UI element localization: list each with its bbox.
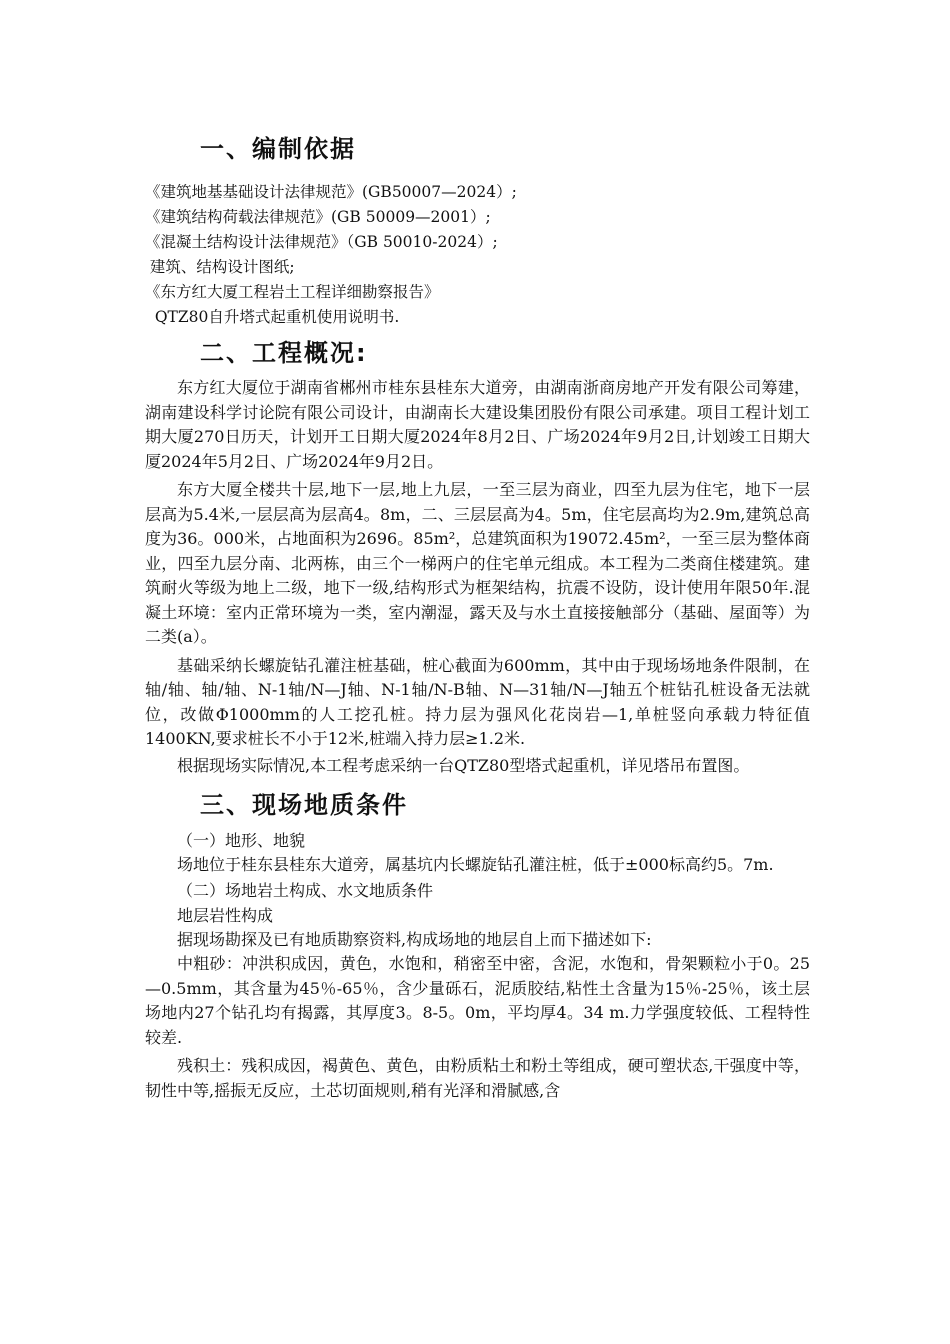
paragraph: 东方红大厦位于湖南省郴州市桂东县桂东大道旁，由湖南浙商房地产开发有限公司筹建，湖南建设科学讨论院有限公司设计，由湖南长大建设集团股份有限公司承建。项目工程计划工期大厦270日历天，计划开工日期大厦2024年8月2日、广场2024年9月2日,计划竣工日期大厦2024年5月2日、广场2024年9月2日。 — [145, 378, 810, 471]
section-3-title: 三、现场地质条件 — [200, 791, 408, 819]
subsection-heading: （一）地形、地貌 — [177, 831, 306, 850]
document-page — [145, 128, 810, 1103]
paragraph: 东方大厦全楼共十层,地下一层,地上九层，一至三层为商业，四至九层为住宅，地下一层层高为5.4米,一层层高为层高4。8m，二、三层层高为4。5m，住宅层高均为2.9m,建筑总高度为36。000米，占地面积为2696。85m²，总建筑面积为19072.45m²，一至三层为整体商业，四至九层分南、北两栋，由三个一梯两户的住宅单元组成。本工程为二类商住楼建筑。建筑耐火等级为地上二级，地下一级,结构形式为框架结构，抗震不设防，设计使用年限50年.混凝土环境：室内正常环境为一类，室内潮湿，露天及与水土直接接触部分（基础、屋面等）为二类(a）。 — [145, 480, 810, 646]
reference-item: 《建筑地基基础设计法律规范》(GB50007—2024）; — [145, 183, 517, 201]
reference-item: 《混凝土结构设计法律规范》（GB 50010-2024）; — [145, 233, 498, 251]
reference-item: QTZ80自升塔式起重机使用说明书. — [145, 308, 400, 326]
paragraph: 根据现场实际情况,本工程考虑采纳一台QTZ80型塔式起重机，详见塔吊布置图。 — [177, 755, 750, 775]
reference-item: 《建筑结构荷载法律规范》(GB 50009—2001）; — [145, 208, 491, 226]
paragraph: 中粗砂：冲洪积成因，黄色，水饱和，稍密至中密，含泥，水饱和，骨架颗粒小于0。25—0.5mm，其含量为45％-65％，含少量砾石，泥质胶结,粘性土含量为15％-25％，该土层场地内27个钻孔均有揭露，其厚度3。8-5。0m，平均厚4。34 m.力学强度较低、工程特性较差. — [145, 954, 810, 1047]
subsection-heading: （二）场地岩土构成、水文地质条件 — [177, 880, 434, 900]
section-3-body — [145, 828, 810, 1103]
reference-list — [145, 180, 810, 330]
section-2-body — [145, 376, 810, 778]
section-1-title: 一、编制依据 — [200, 135, 356, 163]
reference-item: 建筑、结构设计图纸; — [145, 258, 295, 276]
reference-item: 《东方红大厦工程岩土工程详细勘察报告》 — [145, 283, 440, 301]
subsection-heading: 地层岩性构成 — [177, 905, 274, 925]
paragraph: 基础采纳长螺旋钻孔灌注桩基础，桩心截面为600mm，其中由于现场场地条件限制，在轴/轴、轴/轴、N-1轴/N—J轴、N-1轴/N-B轴、N—31轴/N—J轴五个桩钻孔桩设备无法就位，改做Φ1000mm的人工挖孔桩。持力层为强风化花岗岩—1,单桩竖向承载力特征值1400KN,要求桩长不小于12米,桩端入持力层≥1.2米. — [145, 655, 810, 748]
paragraph: 场地位于桂东县桂东大道旁，属基坑内长螺旋钻孔灌注桩，低于±000标高约5。7m. — [177, 855, 774, 874]
section-2-title: 二、工程概况: — [200, 339, 368, 367]
paragraph: 残积土：残积成因，褐黄色、黄色，由粉质粘土和粉土等组成，硬可塑状态,干强度中等，韧性中等,摇振无反应，土芯切面规则,稍有光泽和滑腻感,含 — [145, 1056, 810, 1100]
paragraph: 据现场勘探及已有地质勘察资料,构成场地的地层自上而下描述如下: — [177, 929, 652, 949]
